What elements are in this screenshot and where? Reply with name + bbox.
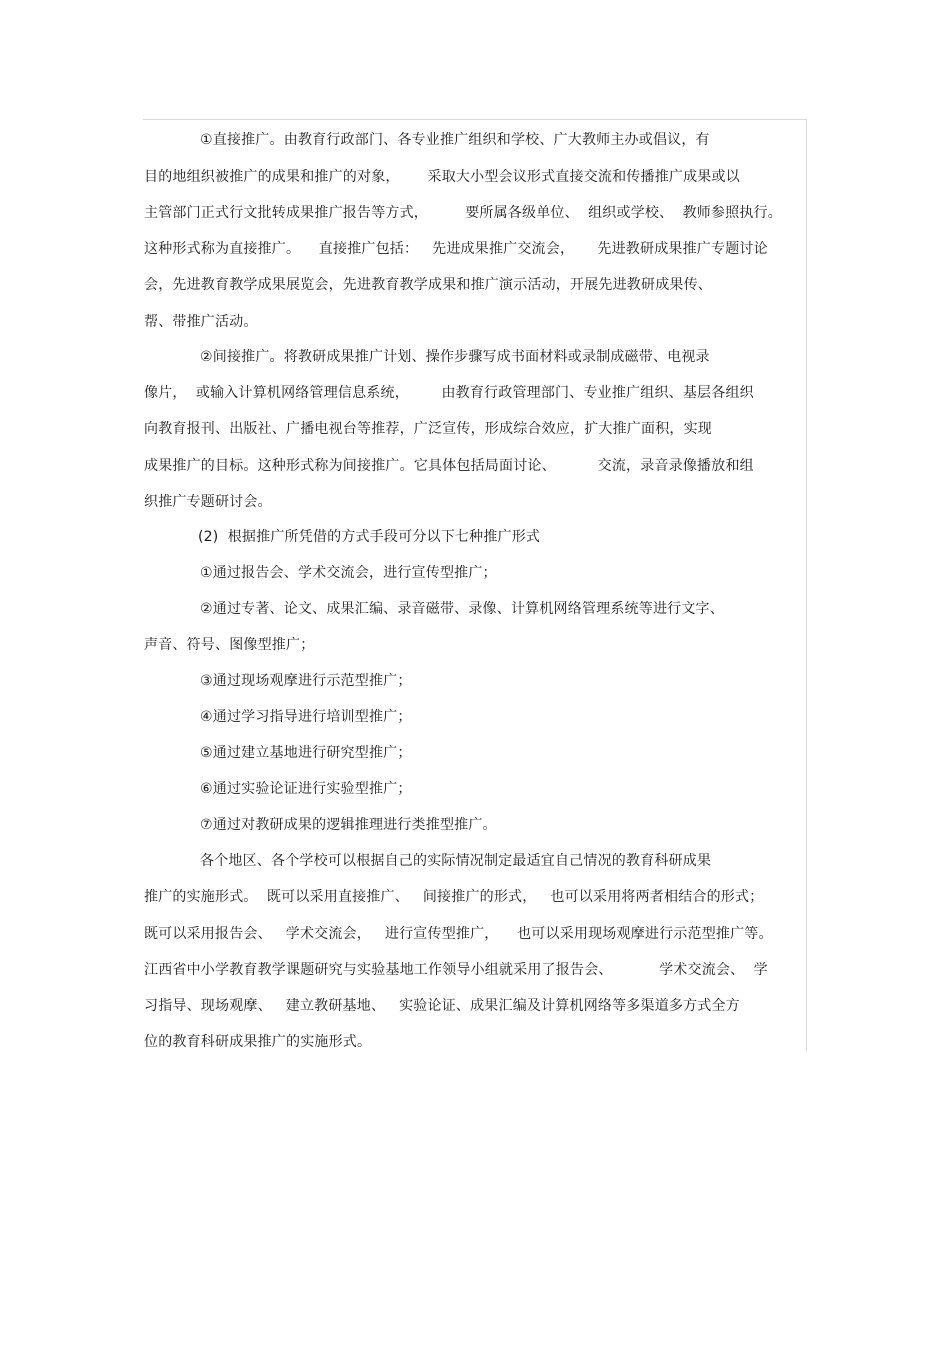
paragraph-conclusion-line-1: 各个地区、各个学校可以根据自己的实际情况制定最适宜自己情况的教育科研成果	[200, 853, 712, 869]
paragraph-indirect-promotion-line-2: 像片， 或输入计算机网络管理信息系统， 由教育行政管理部门、专业推广组织、基层各组织	[144, 385, 754, 401]
paragraph-direct-promotion-line-1: ①直接推广。由教育行政部门、各专业推广组织和学校、广大教师主办或倡议，有	[200, 132, 710, 148]
list-item-form-5: ⑤通过建立基地进行研究型推广；	[200, 745, 412, 761]
list-item-form-6: ⑥通过实验论证进行实验型推广；	[200, 781, 412, 797]
paragraph-direct-promotion-line-3: 主管部门正式行文批转成果推广报告等方式， 要所属各级单位、 组织或学校、 教师参照执行。	[144, 205, 782, 221]
page-frame-top-border	[143, 119, 807, 120]
list-item-form-3: ③通过现场观摩进行示范型推广；	[200, 673, 412, 689]
list-item-form-1: ①通过报告会、学术交流会，进行宣传型推广；	[200, 565, 497, 581]
list-item-form-2-line-1: ②通过专著、论文、成果汇编、录音磁带、录像、计算机网络管理系统等进行文字、	[200, 601, 724, 617]
paragraph-direct-promotion-line-4: 这种形式称为直接推广。 直接推广包括： 先进成果推广交流会， 先进教研成果推广专题讨论	[144, 241, 768, 257]
paragraph-indirect-promotion-line-4: 成果推广的目标。这种形式称为间接推广。它具体包括局面讨论、 交流，录音录像播放和组	[144, 458, 754, 474]
paragraph-direct-promotion-line-5: 会，先进教育教学成果展览会，先进教育教学成果和推广演示活动，开展先进教研成果传、	[144, 277, 712, 293]
paragraph-conclusion-line-2: 推广的实施形式。 既可以采用直接推广、 间接推广的形式， 也可以采用将两者相结合的形式；	[144, 889, 764, 905]
paragraph-indirect-promotion-line-5: 织推广专题研讨会。	[144, 494, 272, 510]
list-item-form-2-line-2: 声音、符号、图像型推广；	[144, 637, 315, 653]
paragraph-conclusion-line-6: 位的教育科研成果推广的实施形式。	[144, 1034, 372, 1050]
section-heading-seven-forms: (2) 根据推广所凭借的方式手段可分以下七种推广形式	[198, 529, 541, 545]
list-item-form-4: ④通过学习指导进行培训型推广；	[200, 709, 412, 725]
paragraph-conclusion-line-5: 习指导、现场观摩、 建立教研基地、 实验论证、成果汇编及计算机网络等多渠道多方式全方	[144, 998, 740, 1014]
paragraph-direct-promotion-line-6: 帮、带推广活动。	[144, 314, 258, 330]
paragraph-conclusion-line-4: 江西省中小学教育教学课题研究与实验基地工作领导小组就采用了报告会、 学术交流会、 学	[144, 962, 768, 978]
list-item-form-7: ⑦通过对教研成果的逻辑推理进行类推型推广。	[200, 817, 497, 833]
paragraph-indirect-promotion-line-1: ②间接推广。将教研成果推广计划、操作步骤写成书面材料或录制成磁带、电视录	[200, 349, 710, 365]
paragraph-direct-promotion-line-2: 目的地组织被推广的成果和推广的对象， 采取大小型会议形式直接交流和传播推广成果或以	[144, 169, 740, 185]
page-frame-right-border	[806, 119, 807, 1051]
paragraph-indirect-promotion-line-3: 向教育报刊、出版社、广播电视台等推荐，广泛宣传，形成综合效应，扩大推广面积，实现	[144, 421, 712, 437]
paragraph-conclusion-line-3: 既可以采用报告会、 学术交流会， 进行宣传型推广， 也可以采用现场观摩进行示范型推广等。	[144, 926, 773, 942]
